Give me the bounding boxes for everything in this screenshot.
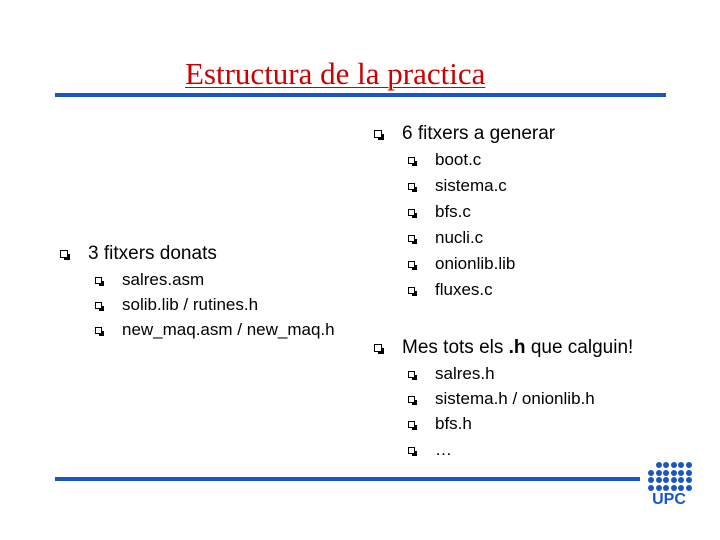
logo-dot <box>671 470 677 476</box>
logo-dot <box>663 470 669 476</box>
logo-dot <box>648 477 654 483</box>
logo-dot <box>686 470 692 476</box>
right-item-text: fluxes.c <box>435 280 493 299</box>
logo-dot <box>663 477 669 483</box>
heading-2-post: que calguin! <box>525 337 634 358</box>
right-list-item <box>408 176 507 196</box>
logo-dot <box>671 462 677 468</box>
logo-dot <box>678 470 684 476</box>
logo-dot <box>663 462 669 468</box>
logo-dot <box>678 485 684 491</box>
left-item-text: solib.lib / rutines.h <box>122 295 259 314</box>
logo-dot <box>686 477 692 483</box>
logo-dot <box>686 485 692 491</box>
right-heading-2 <box>402 337 633 359</box>
left-item-text: new_maq.asm / new_maq.h <box>122 320 335 339</box>
right-item-text: sistema.c <box>435 176 507 195</box>
square-bullet-icon <box>374 130 382 138</box>
square-bullet-icon <box>408 183 415 190</box>
logo-dot <box>656 470 662 476</box>
square-bullet-icon <box>408 421 415 428</box>
right-list-item <box>408 280 493 300</box>
logo-dot <box>671 477 677 483</box>
square-bullet-icon <box>408 209 415 216</box>
right-item-text: … <box>435 440 452 459</box>
logo-dot <box>663 485 669 491</box>
logo-dot <box>678 462 684 468</box>
left-heading-item <box>60 243 217 265</box>
left-list-item <box>95 320 335 340</box>
logo-dot <box>678 477 684 483</box>
slide-title: Estructura de la practica <box>185 56 486 91</box>
right-heading-1-item <box>374 123 555 145</box>
logo-dot <box>648 485 654 491</box>
right-item-text: bfs.h <box>435 414 472 433</box>
right-list-item <box>408 364 495 384</box>
square-bullet-icon <box>408 287 415 294</box>
square-bullet-icon <box>408 235 415 242</box>
left-heading: 3 fitxers donats <box>88 243 217 264</box>
right-item-text: boot.c <box>435 150 482 169</box>
logo-dot <box>656 477 662 483</box>
upc-logo-text: UPC <box>652 491 686 508</box>
square-bullet-icon <box>95 327 102 334</box>
right-list-item <box>408 228 483 248</box>
logo-dot <box>686 462 692 468</box>
square-bullet-icon <box>408 396 415 403</box>
heading-2-pre: Mes tots els <box>402 337 509 358</box>
left-list-item <box>95 295 258 315</box>
square-bullet-icon <box>95 302 102 309</box>
right-list-item <box>408 254 515 274</box>
right-item-text: sistema.h / onionlib.h <box>435 389 595 408</box>
square-bullet-icon <box>374 344 382 352</box>
right-list-item <box>408 414 472 434</box>
right-list-item <box>408 440 452 460</box>
right-item-text: onionlib.lib <box>435 254 516 273</box>
square-bullet-icon <box>408 447 415 454</box>
square-bullet-icon <box>408 261 415 268</box>
left-item-text: salres.asm <box>122 270 205 289</box>
logo-dot <box>656 485 662 491</box>
upc-logo <box>648 462 690 512</box>
title-divider <box>55 93 666 97</box>
square-bullet-icon <box>60 250 68 258</box>
right-heading-1: 6 fitxers a generar <box>402 123 556 144</box>
right-item-text: nucli.c <box>435 228 484 247</box>
right-item-text: salres.h <box>435 364 495 383</box>
left-list-item <box>95 270 204 290</box>
square-bullet-icon <box>408 157 415 164</box>
right-list-item <box>408 389 595 409</box>
right-list-item <box>408 202 471 222</box>
logo-dot <box>648 470 654 476</box>
logo-dot <box>656 462 662 468</box>
right-item-text: bfs.c <box>435 202 471 221</box>
footer-divider <box>55 477 640 481</box>
right-heading-2-item <box>374 337 633 359</box>
logo-dot <box>671 485 677 491</box>
square-bullet-icon <box>95 277 102 284</box>
right-list-item <box>408 150 481 170</box>
square-bullet-icon <box>408 371 415 378</box>
heading-2-bold: .h <box>508 337 526 358</box>
